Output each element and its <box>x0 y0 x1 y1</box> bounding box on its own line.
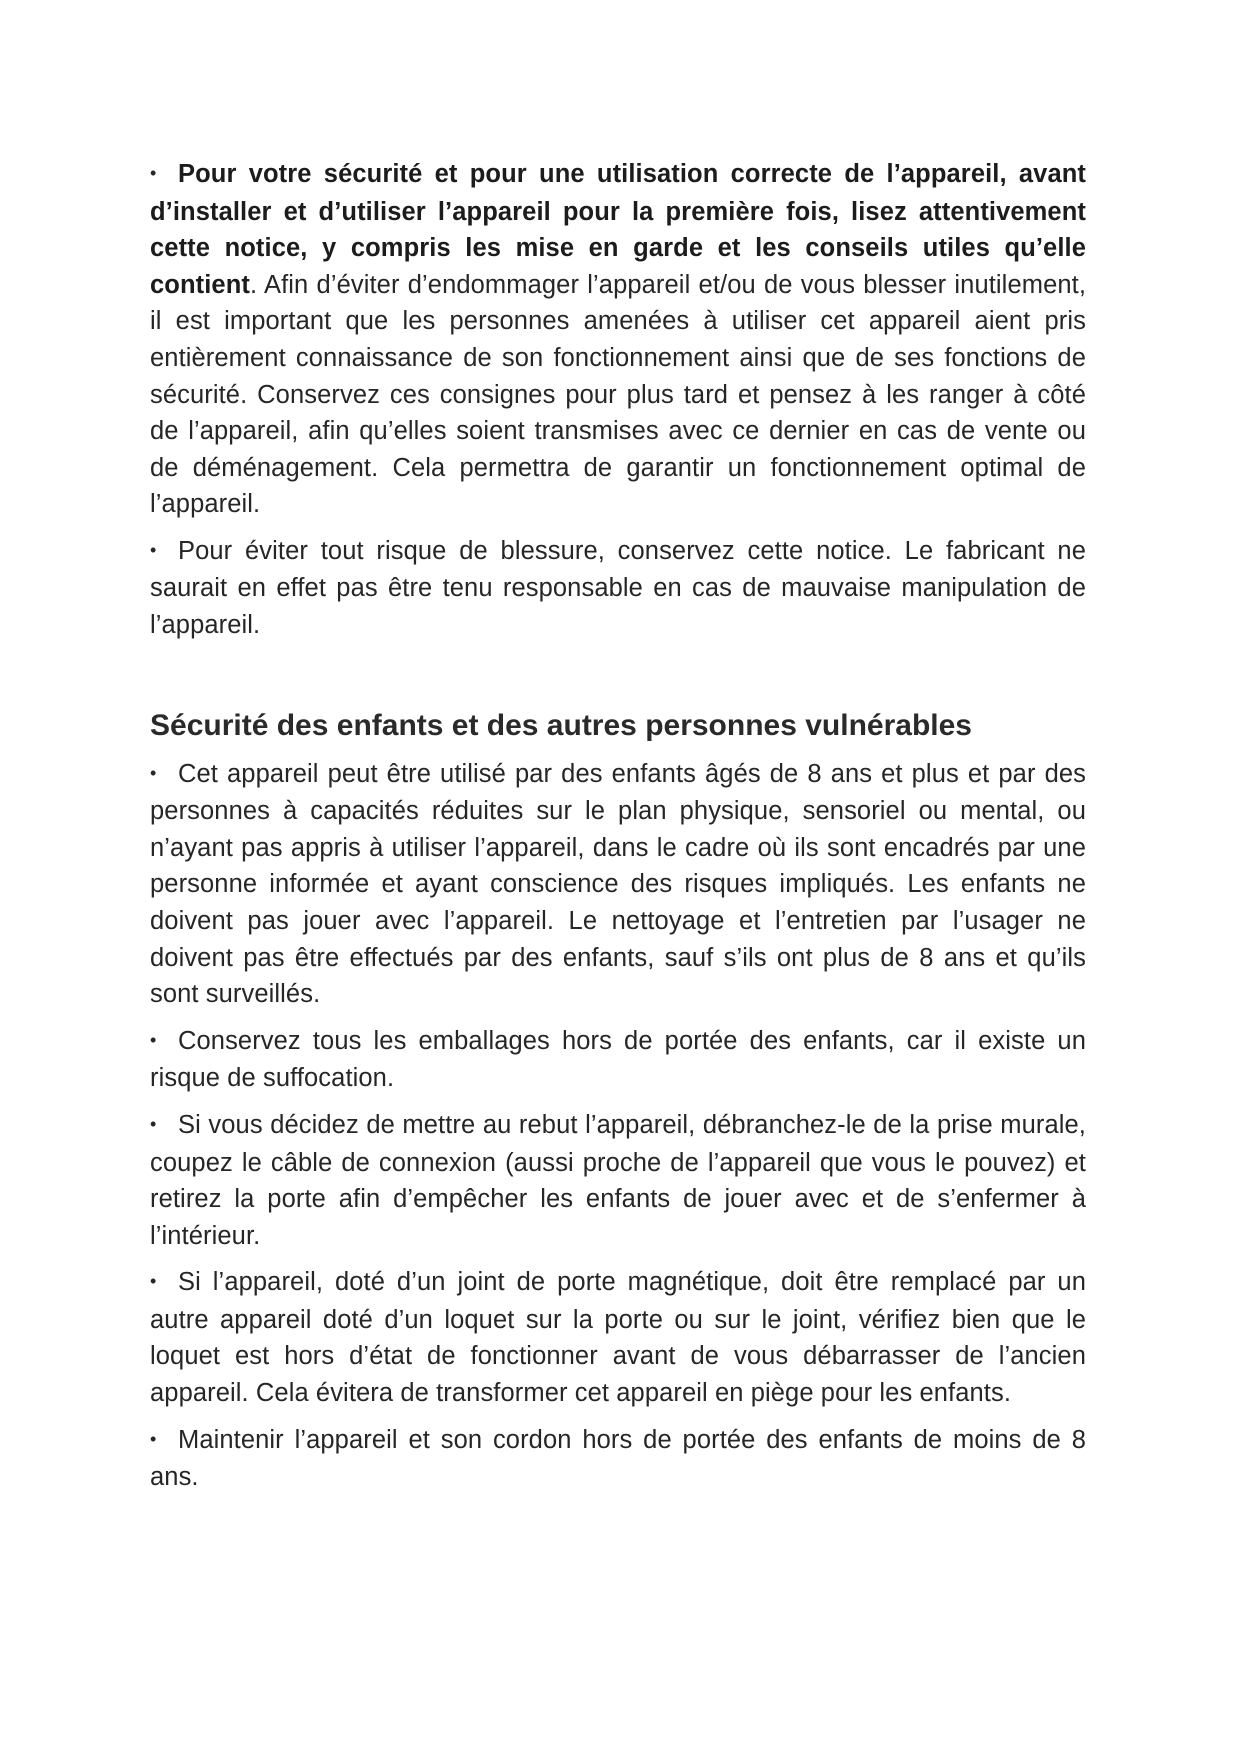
safety-intro-paragraph <box>150 156 1086 523</box>
bullet-icon: • <box>150 1271 157 1292</box>
bullet-icon: • <box>150 1029 157 1050</box>
document-content <box>150 156 1086 1496</box>
safety-intro-text: . Afin d’éviter d’endommager l’appareil et/ou de vous blesser inutilement, il est important que les personnes amenées à utiliser cet appareil aient pris entièrement connaissance de son fonctionnement ainsi que de ses fonctions de sécurité. Conservez ces consignes pour plus tard et pensez à les ranger à côté de l’appareil, afin qu’elles soient transmises avec ce dernier en cas de vente ou de déménagement. Cela permettra de garantir un fonctionnement optimal de l’appareil. <box>150 270 1086 519</box>
bullet-icon: • <box>150 1428 157 1449</box>
list-item-text: Si l’appareil, doté d’un joint de porte magnétique, doit être remplacé par un autre appareil doté d’un loquet sur la porte ou sur le joint, vérifiez bien que le loquet est hors d’état de fonctionner avant de vous débarrasser de l’ancien appareil. Cela évitera de transformer cet appareil en piège pour les enfants. <box>150 1268 1086 1408</box>
list-item-text: Cet appareil peut être utilisé par des enfants âgés de 8 ans et plus et par des personnes à capacités réduites sur le plan physique, sensoriel ou mental, ou n’ayant pas appris à utiliser l’appareil, dans le cadre où ils sont encadrés par une personne informée et ayant conscience des risques impliqués. Les enfants ne doivent pas jouer avec l’appareil. Le nettoyage et l’entretien par l’usager ne doivent pas être effectués par des enfants, sauf s’ils ont plus de 8 ans et qu’ils sont surveillés. <box>150 759 1086 1009</box>
keep-notice-paragraph <box>150 533 1086 644</box>
list-item-text: Si vous décidez de mettre au rebut l’appareil, débranchez-le de la prise murale, coupez le câble de connexion (aussi proche de l’appareil que vous le pouvez) et retirez la porte afin d’empêcher les enfants de jouer avec et de s’enfermer à l’intérieur. <box>150 1110 1086 1250</box>
list-item <box>150 756 1086 1013</box>
section-heading-child-safety: Sécurité des enfants et des autres personnes vulnérables <box>150 708 972 742</box>
list-item-text: Maintenir l’appareil et son cordon hors de portée des enfants de moins de 8 ans. <box>150 1425 1086 1492</box>
list-item <box>150 1107 1086 1254</box>
list-item-text: Conservez tous les emballages hors de portée des enfants, car il existe un risque de suffocation. <box>150 1026 1086 1093</box>
bullet-icon: • <box>150 762 157 783</box>
bullet-icon: • <box>150 162 157 183</box>
keep-notice-text: Pour éviter tout risque de blessure, conservez cette notice. Le fabricant ne saurait en effet pas être tenu responsable en cas de mauvaise manipulation de l’appareil. <box>150 536 1086 640</box>
safety-intro-bold-text: Pour votre sécurité et pour une utilisation correcte de l’appareil, avant d’installer et d’utiliser l’appareil pour la première fois, lisez attentivement cette notice, y compris les mise en garde et les conseils utiles qu’elle contient <box>150 160 1086 299</box>
bullet-icon: • <box>150 539 157 560</box>
bullet-icon: • <box>150 1113 157 1134</box>
list-item <box>150 1264 1086 1411</box>
list-item <box>150 1023 1086 1097</box>
list-item <box>150 1422 1086 1496</box>
